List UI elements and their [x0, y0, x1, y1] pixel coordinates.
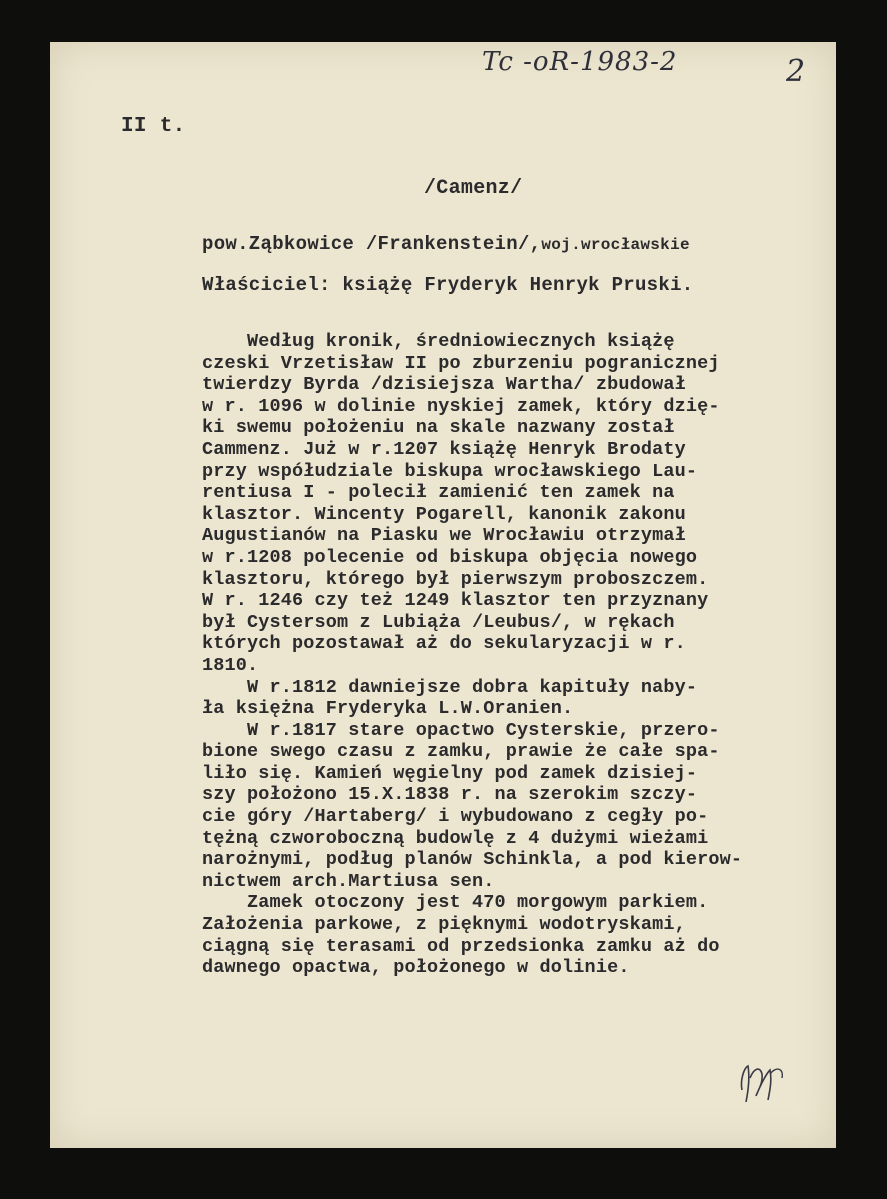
body-line: Augustianów na Piasku we Wrocławiu otrzymał	[202, 525, 686, 547]
body-line: Według kronik, średniowiecznych książę	[202, 331, 675, 352]
body-line: Cammenz. Już w r.1207 książę Henryk Brodaty	[202, 438, 686, 460]
document-title: /Camenz/	[424, 177, 523, 200]
body-line: był Cystersom z Lubiąża /Leubus/, w rękach	[202, 611, 675, 633]
body-line: W r.1812 dawniejsze dobra kapituły naby-	[202, 676, 698, 698]
body-line: narożnymi, podług planów Schinkla, a pod kierow-	[202, 849, 743, 871]
body-line: czeski Vrzetisław II po zburzeniu pogranicznej	[202, 352, 720, 374]
body-line: w r.1208 polecenie od biskupa objęcia nowego	[202, 546, 698, 568]
location-voivodeship: woj.wrocławskie	[541, 236, 690, 254]
body-line: ki swemu położeniu na skale nazwany został	[202, 417, 675, 439]
body-line: klasztoru, którego był pierwszym proboszczem.	[202, 568, 709, 590]
body-line: ła księżna Fryderyka L.W.Oranien.	[202, 698, 574, 720]
body-line: cie góry /Hartaberg/ i wybudowano z cegły po-	[202, 806, 709, 828]
body-line: w r. 1096 w dolinie nyskiej zamek, który dzię-	[202, 395, 720, 417]
body-line: 1810.	[202, 654, 259, 676]
body-line: dawnego opactwa, położonego w dolinie.	[202, 957, 630, 979]
location-main: pow.Ząbkowice /Frankenstein/,	[202, 233, 542, 255]
location-line	[202, 233, 690, 255]
body-line: twierdzy Byrda /dzisiejsza Wartha/ zbudował	[202, 374, 686, 396]
section-marker: II t.	[121, 115, 186, 138]
body-line: nictwem arch.Martiusa sen.	[202, 870, 495, 892]
body-line: W r.1817 stare opactwo Cysterskie, przero-	[202, 719, 720, 741]
page-number-handwritten: 2	[786, 54, 806, 89]
body-line: klasztor. Wincenty Pogarell, kanonik zakonu	[202, 503, 686, 525]
body-line: bione swego czasu z zamku, prawie że całe spa-	[202, 741, 720, 763]
body-line: ciągną się terasami od przedsionka zamku aż do	[202, 935, 720, 957]
body-line: szy położono 15.X.1838 r. na szerokim szczy-	[202, 784, 698, 806]
archive-reference-handwritten: Tc -oR-1983-2	[482, 47, 678, 77]
body-line: przy współudziale biskupa wrocławskiego Lau-	[202, 460, 698, 482]
body-line: rentiusa I - polecił zamienić ten zamek na	[202, 482, 675, 504]
body-text	[202, 331, 742, 979]
body-line: których pozostawał aż do sekularyzacji w r.	[202, 633, 686, 655]
document-page	[50, 42, 836, 1148]
body-line: Założenia parkowe, z pięknymi wodotryskami,	[202, 914, 686, 936]
owner-line: Właściciel: książę Fryderyk Henryk Pruski.	[202, 274, 694, 296]
body-line: Zamek otoczony jest 470 morgowym parkiem.	[202, 892, 709, 914]
body-line: W r. 1246 czy też 1249 klasztor ten przyznany	[202, 590, 709, 612]
body-line: liło się. Kamień węgielny pod zamek dzisiej-	[202, 762, 698, 784]
body-line: tężną czworoboczną budowlę z 4 dużymi wieżami	[202, 827, 709, 849]
handwritten-initials-signature	[736, 1060, 788, 1104]
